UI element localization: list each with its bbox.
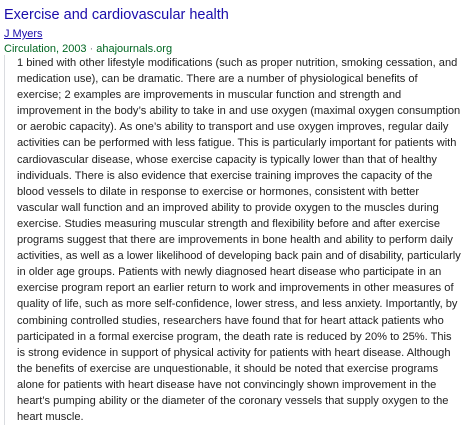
result-title-link[interactable]: Exercise and cardiovascular health [4, 7, 229, 23]
publication-source: Circulation, 2003 [4, 43, 87, 55]
author-link[interactable]: J Myers [4, 28, 43, 40]
result-meta [4, 42, 470, 56]
search-result [4, 6, 470, 56]
meta-separator: · [89, 43, 94, 55]
result-snippet: 1 bined with other lifestyle modifications (such as proper nutrition, smoking cessation, and medication use), can be dramatic. There are a number of physiological benefits of exercise; 2 examples are improvements in muscular function and strength and improvement in the body’s ability to take in and use oxygen (maximal oxygen consumption or aerobic capacity). As one’s ability to transport and use oxygen improves, regular daily activities can be performed with less fatigue. This is particularly important for patients with cardiovascular disease, whose exercise capacity is typically lower than that of healthy individuals. There is also evidence that exercise training improves the capacity of the blood vessels to dilate in response to exercise or hormones, consistent with better vascular wall function and an improved ability to provide oxygen to the muscles during exercise. Studies measuring muscular strength and flexibility before and after exercise programs suggest that there are improvements in bone health and ability to perform daily activities, as well as a lower likelihood of developing back pain and of disability, particularly in older age groups. Patients with newly diagnosed heart disease who participate in an exercise program report an earlier return to work and improvements in other measures of quality of life, such as more self-confidence, lower stress, and less anxiety. Importantly, by combining controlled studies, researchers have found that for heart attack patients who participated in a formal exercise program, the death rate is reduced by 20% to 25%. This is strong evidence in support of physical activity for patients with heart disease. Although the benefits of exercise are unquestionable, it should be noted that exercise programs alone for patients with heart disease have not convincingly shown improvement in the heart’s pumping ability or the diameter of the coronary vessels that supply oxygen to the heart muscle. [4, 55, 462, 425]
result-domain: ahajournals.org [96, 43, 173, 55]
